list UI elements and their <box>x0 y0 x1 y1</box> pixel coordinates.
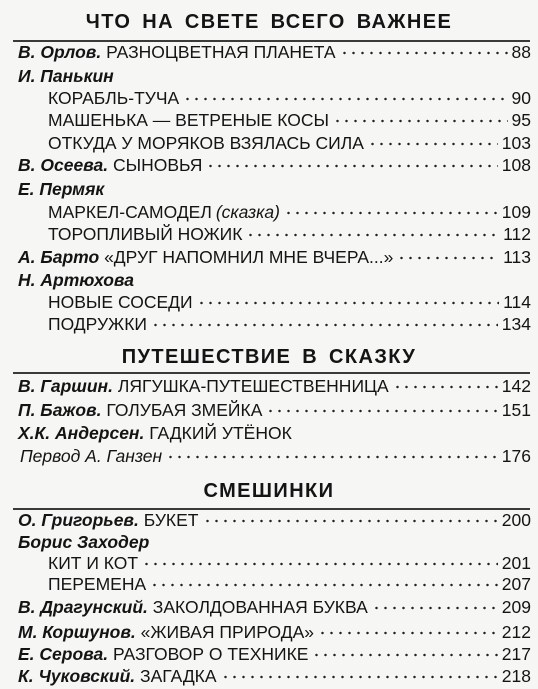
work-title: ГАДКИЙ УТЁНОК <box>149 423 292 443</box>
page-number: 176 <box>501 446 531 466</box>
page-number: 109 <box>501 202 531 222</box>
author-name: В. Осеева. <box>18 155 109 175</box>
section-title: ЧТО НА СВЕТЕ ВСЕГО ВАЖНЕЕ <box>85 11 453 33</box>
work-title: ЗАКОЛДОВАННАЯ БУКВА <box>152 597 368 617</box>
dot-leader <box>266 406 497 416</box>
author-name: В. Орлов. <box>18 42 102 62</box>
dot-leader <box>206 161 497 171</box>
work-title: ТОРОПЛИВЫЙ НОЖИК <box>48 224 243 244</box>
dot-leader <box>142 559 498 569</box>
page-number: 113 <box>503 247 531 267</box>
author-name: Х.К. Андерсен. <box>18 423 145 443</box>
author-name: Е. Пермяк <box>18 179 105 199</box>
work-title: ГОЛУБАЯ ЗМЕЙКА <box>106 400 263 420</box>
work-title: ОТКУДА У МОРЯКОВ ВЗЯЛАСЬ СИЛА <box>48 133 364 153</box>
toc-entry[interactable] <box>0 311 531 337</box>
work-title: СЫНОВЬЯ <box>112 155 203 175</box>
dot-leader <box>197 298 500 308</box>
translator-note: Первод А. Ганзен <box>20 446 163 466</box>
dot-leader <box>393 382 498 392</box>
work-title: МАРКЕЛ-САМОДЕЛ <box>48 202 212 222</box>
section-title: ПУТЕШЕСТВИЕ В СКАЗКУ <box>121 346 417 368</box>
work-title: КИТ И КОТ <box>48 553 139 573</box>
page-number: 112 <box>503 224 531 244</box>
section-title: СМЕШИНКИ <box>203 480 335 502</box>
author-name: Борис Заходер <box>18 532 150 552</box>
page-number: 90 <box>511 88 531 108</box>
dot-leader <box>284 208 498 218</box>
page-number: 151 <box>501 400 531 420</box>
dot-leader <box>312 650 497 660</box>
work-title: МАШЕНЬКА — ВЕТРЕНЫЕ КОСЫ <box>48 110 329 130</box>
work-title: ЗАГАДКА <box>140 666 217 686</box>
page-number: 114 <box>503 292 531 312</box>
page-number: 209 <box>501 597 531 617</box>
dot-leader <box>183 94 507 104</box>
work-title: БУКЕТ <box>143 510 199 530</box>
work-title: «ЖИВАЯ ПРИРОДА» <box>140 622 314 642</box>
toc-entry[interactable] <box>18 373 531 399</box>
dot-leader <box>151 320 498 330</box>
dot-leader <box>318 628 498 638</box>
work-title: РАЗГОВОР О ТЕХНИКЕ <box>112 644 309 664</box>
toc-entry[interactable] <box>18 39 531 65</box>
author-name: М. Коршунов. <box>18 622 136 642</box>
work-title: ЛЯГУШКА-ПУТЕШЕСТВЕННИЦА <box>117 376 389 396</box>
author-name: В. Гаршин. <box>18 376 113 396</box>
page-number: 200 <box>501 510 531 530</box>
author-name: Н. Артюхова <box>18 270 135 290</box>
dot-leader <box>397 253 499 263</box>
dot-leader <box>372 603 498 613</box>
toc-entry[interactable] <box>18 594 531 620</box>
work-title: КОРАБЛЬ-ТУЧА <box>48 88 180 108</box>
work-title: НОВЫЕ СОСЕДИ <box>48 292 193 312</box>
work-title: ПЕРЕМЕНА <box>48 574 147 594</box>
author-name: О. Григорьев. <box>18 510 139 530</box>
work-title: РАЗНОЦВЕТНАЯ ПЛАНЕТА <box>106 42 336 62</box>
page-number: 88 <box>511 42 531 62</box>
dot-leader <box>150 580 498 590</box>
work-title: «ДРУГ НАПОМНИЛ МНЕ ВЧЕРА...» <box>104 247 394 267</box>
dot-leader <box>166 452 498 462</box>
author-name: Е. Серова. <box>18 644 109 664</box>
page-number: 218 <box>501 666 531 686</box>
page-number: 108 <box>501 155 531 175</box>
author-name: А. Барто <box>18 247 100 267</box>
page-number: 142 <box>501 376 531 396</box>
toc-entry[interactable] <box>0 443 531 469</box>
dot-leader <box>221 672 498 682</box>
page-number: 212 <box>501 622 531 642</box>
page-number: 103 <box>501 133 531 153</box>
page-number: 201 <box>501 553 531 573</box>
author-name: В. Драгунский. <box>18 597 148 617</box>
dot-leader <box>368 139 498 149</box>
toc-entry[interactable] <box>18 152 531 178</box>
dot-leader <box>203 516 498 526</box>
author-name: К. Чуковский. <box>18 666 136 686</box>
author-name: И. Панькин <box>18 66 114 86</box>
page-number: 134 <box>501 314 531 334</box>
author-name: П. Бажов. <box>18 400 102 420</box>
dot-leader <box>340 48 508 58</box>
work-title: ПОДРУЖКИ <box>48 314 147 334</box>
page-number: 95 <box>511 110 531 130</box>
page-number: 217 <box>501 644 531 664</box>
dot-leader <box>246 230 499 240</box>
work-genre-note: (сказка) <box>215 202 280 222</box>
dot-leader <box>333 116 508 126</box>
page-number: 207 <box>501 574 531 594</box>
toc-entry[interactable] <box>18 663 531 689</box>
